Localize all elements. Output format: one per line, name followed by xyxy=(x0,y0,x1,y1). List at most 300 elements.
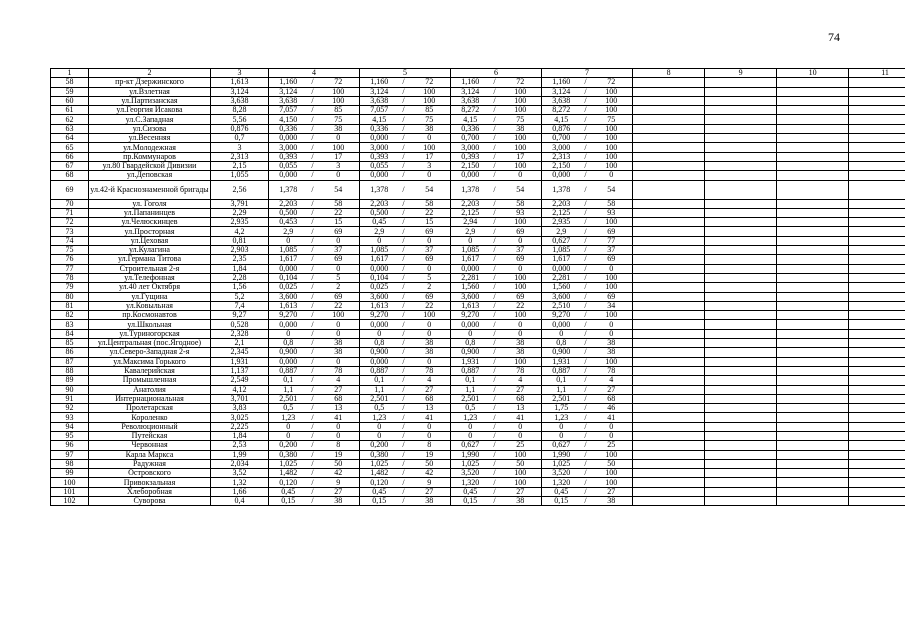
table-row xyxy=(51,329,905,338)
table-row xyxy=(51,124,905,133)
period-value: 1,560 xyxy=(451,283,490,292)
period-percent: 100 xyxy=(591,161,633,170)
separator: / xyxy=(399,180,409,199)
empty-cell xyxy=(705,441,777,450)
period-percent: 50 xyxy=(318,459,360,468)
empty-cell xyxy=(849,385,905,394)
period-value: 0 xyxy=(451,329,490,338)
empty-cell xyxy=(705,320,777,329)
period-value: 1,320 xyxy=(542,478,581,487)
empty-cell xyxy=(705,497,777,506)
period-value: 1,085 xyxy=(269,246,308,255)
empty-cell xyxy=(633,227,705,236)
period-value: 0,887 xyxy=(451,366,490,375)
period-percent: 15 xyxy=(318,218,360,227)
street-name: ул.Просторная xyxy=(89,227,211,236)
separator: / xyxy=(581,441,591,450)
period-percent: 100 xyxy=(500,311,542,320)
period-percent: 0 xyxy=(591,171,633,180)
row-number: 79 xyxy=(51,283,89,292)
table-row xyxy=(51,246,905,255)
row-number: 85 xyxy=(51,339,89,348)
period-value: 0,15 xyxy=(269,497,308,506)
empty-cell xyxy=(633,134,705,143)
empty-cell xyxy=(849,450,905,459)
period-value: 0,055 xyxy=(269,161,308,170)
empty-cell xyxy=(849,413,905,422)
period-percent: 68 xyxy=(409,394,451,403)
period-value: 1,931 xyxy=(451,357,490,366)
period-percent: 0 xyxy=(409,357,451,366)
separator: / xyxy=(581,469,591,478)
street-name: ул.Челюскинцев xyxy=(89,218,211,227)
period-value: 1,931 xyxy=(542,357,581,366)
empty-cell xyxy=(777,301,849,310)
period-value: 1,378 xyxy=(542,180,581,199)
empty-cell xyxy=(633,180,705,199)
total-length: 2,328 xyxy=(211,329,269,338)
street-name: Анатолия xyxy=(89,385,211,394)
period-value: 1,1 xyxy=(542,385,581,394)
period-value: 1,617 xyxy=(542,255,581,264)
separator: / xyxy=(399,450,409,459)
period-percent: 38 xyxy=(318,348,360,357)
column-header: 11 xyxy=(849,69,905,78)
period-percent: 13 xyxy=(409,404,451,413)
empty-cell xyxy=(705,171,777,180)
empty-cell xyxy=(705,311,777,320)
total-length: 0,7 xyxy=(211,134,269,143)
period-percent: 100 xyxy=(591,450,633,459)
period-value: 2,9 xyxy=(542,227,581,236)
period-percent: 38 xyxy=(500,348,542,357)
separator: / xyxy=(490,208,500,217)
table-row xyxy=(51,255,905,264)
empty-cell xyxy=(777,441,849,450)
period-value: 0,000 xyxy=(269,134,308,143)
period-value: 0,393 xyxy=(451,152,490,161)
separator: / xyxy=(490,422,500,431)
separator: / xyxy=(308,78,318,87)
period-value: 0,15 xyxy=(542,497,581,506)
period-percent: 69 xyxy=(409,292,451,301)
period-percent: 72 xyxy=(409,78,451,87)
table-row xyxy=(51,385,905,394)
period-value: 0,000 xyxy=(451,264,490,273)
period-value: 0,380 xyxy=(360,450,399,459)
separator: / xyxy=(308,357,318,366)
period-percent: 0 xyxy=(409,320,451,329)
empty-cell xyxy=(705,152,777,161)
empty-cell xyxy=(705,422,777,431)
separator: / xyxy=(490,283,500,292)
period-value: 1,617 xyxy=(269,255,308,264)
separator: / xyxy=(581,413,591,422)
period-percent: 8 xyxy=(318,441,360,450)
empty-cell xyxy=(705,404,777,413)
table-row xyxy=(51,469,905,478)
empty-cell xyxy=(777,264,849,273)
separator: / xyxy=(308,422,318,431)
separator: / xyxy=(490,124,500,133)
separator: / xyxy=(490,385,500,394)
total-length: 2,034 xyxy=(211,459,269,468)
period-value: 0,000 xyxy=(360,134,399,143)
column-header: 4 xyxy=(269,69,360,78)
street-name: ул. Гоголя xyxy=(89,199,211,208)
separator: / xyxy=(399,431,409,440)
total-length: 3,52 xyxy=(211,469,269,478)
period-value: 9,270 xyxy=(269,311,308,320)
separator: / xyxy=(490,180,500,199)
empty-cell xyxy=(849,320,905,329)
period-percent: 100 xyxy=(591,311,633,320)
period-percent: 69 xyxy=(591,292,633,301)
period-value: 0,1 xyxy=(269,376,308,385)
total-length: 2,225 xyxy=(211,422,269,431)
empty-cell xyxy=(705,459,777,468)
period-value: 0,8 xyxy=(360,339,399,348)
empty-cell xyxy=(705,161,777,170)
period-percent: 100 xyxy=(591,143,633,152)
empty-cell xyxy=(777,478,849,487)
header-row xyxy=(51,69,905,78)
period-value: 3,638 xyxy=(451,96,490,105)
separator: / xyxy=(490,320,500,329)
empty-cell xyxy=(849,422,905,431)
empty-cell xyxy=(633,348,705,357)
street-name: ул.80 Гвардейской Дивизии xyxy=(89,161,211,170)
total-length: 5,56 xyxy=(211,115,269,124)
period-value: 1,160 xyxy=(269,78,308,87)
period-percent: 38 xyxy=(409,348,451,357)
period-value: 0,336 xyxy=(269,124,308,133)
empty-cell xyxy=(849,134,905,143)
period-percent: 78 xyxy=(409,366,451,375)
empty-cell xyxy=(777,404,849,413)
row-number: 82 xyxy=(51,311,89,320)
separator: / xyxy=(399,134,409,143)
period-value: 0,1 xyxy=(360,376,399,385)
period-value: 0,887 xyxy=(269,366,308,375)
period-percent: 58 xyxy=(409,199,451,208)
empty-cell xyxy=(849,124,905,133)
total-length: 8,28 xyxy=(211,106,269,115)
separator: / xyxy=(490,441,500,450)
row-number: 90 xyxy=(51,385,89,394)
street-name: пр-кт Дзержинского xyxy=(89,78,211,87)
table-row xyxy=(51,218,905,227)
separator: / xyxy=(581,422,591,431)
period-percent: 38 xyxy=(409,339,451,348)
period-percent: 100 xyxy=(409,143,451,152)
total-length: 1,931 xyxy=(211,357,269,366)
separator: / xyxy=(308,450,318,459)
period-percent: 0 xyxy=(318,329,360,338)
empty-cell xyxy=(705,450,777,459)
period-value: 1,613 xyxy=(269,301,308,310)
separator: / xyxy=(308,143,318,152)
table-row xyxy=(51,320,905,329)
street-name: Пролетарская xyxy=(89,404,211,413)
empty-cell xyxy=(633,199,705,208)
empty-cell xyxy=(633,218,705,227)
empty-cell xyxy=(633,385,705,394)
separator: / xyxy=(308,134,318,143)
street-name: Интернациональная xyxy=(89,394,211,403)
period-percent: 69 xyxy=(409,227,451,236)
period-percent: 27 xyxy=(318,487,360,496)
period-percent: 27 xyxy=(591,385,633,394)
separator: / xyxy=(399,348,409,357)
total-length: 1,137 xyxy=(211,366,269,375)
empty-cell xyxy=(849,366,905,375)
empty-cell xyxy=(633,311,705,320)
period-value: 0,104 xyxy=(269,273,308,282)
period-value: 0,000 xyxy=(360,264,399,273)
period-value: 3,124 xyxy=(542,87,581,96)
period-percent: 0 xyxy=(591,320,633,329)
total-length: 3,124 xyxy=(211,87,269,96)
period-value: 0,8 xyxy=(542,339,581,348)
separator: / xyxy=(308,311,318,320)
empty-cell xyxy=(777,208,849,217)
row-number: 100 xyxy=(51,478,89,487)
empty-cell xyxy=(633,366,705,375)
period-value: 2,935 xyxy=(542,218,581,227)
separator: / xyxy=(581,78,591,87)
separator: / xyxy=(399,469,409,478)
separator: / xyxy=(581,431,591,440)
period-percent: 50 xyxy=(591,459,633,468)
empty-cell xyxy=(705,301,777,310)
separator: / xyxy=(399,161,409,170)
period-percent: 100 xyxy=(500,161,542,170)
street-name: ул.Цеховая xyxy=(89,236,211,245)
period-value: 0,876 xyxy=(542,124,581,133)
empty-cell xyxy=(633,152,705,161)
table-row xyxy=(51,283,905,292)
period-value: 3,520 xyxy=(542,469,581,478)
period-value: 0,8 xyxy=(269,339,308,348)
empty-cell xyxy=(705,394,777,403)
period-value: 3,520 xyxy=(451,469,490,478)
empty-cell xyxy=(633,441,705,450)
period-percent: 100 xyxy=(591,478,633,487)
separator: / xyxy=(581,96,591,105)
period-value: 0 xyxy=(360,236,399,245)
empty-cell xyxy=(849,329,905,338)
street-name: ул.Гущина xyxy=(89,292,211,301)
street-name: ул.Взлетная xyxy=(89,87,211,96)
separator: / xyxy=(490,339,500,348)
separator: / xyxy=(308,339,318,348)
period-value: 1,085 xyxy=(451,246,490,255)
empty-cell xyxy=(633,431,705,440)
empty-cell xyxy=(705,218,777,227)
street-name: Хлеборобная xyxy=(89,487,211,496)
empty-cell xyxy=(777,450,849,459)
period-percent: 9 xyxy=(318,478,360,487)
period-percent: 27 xyxy=(591,487,633,496)
period-percent: 0 xyxy=(409,422,451,431)
table-row xyxy=(51,227,905,236)
empty-cell xyxy=(705,413,777,422)
period-percent: 5 xyxy=(318,273,360,282)
period-value: 0,15 xyxy=(360,497,399,506)
period-percent: 17 xyxy=(500,152,542,161)
period-percent: 68 xyxy=(500,394,542,403)
period-percent: 8 xyxy=(409,441,451,450)
period-value: 0 xyxy=(360,431,399,440)
separator: / xyxy=(399,227,409,236)
separator: / xyxy=(581,180,591,199)
separator: / xyxy=(399,301,409,310)
empty-cell xyxy=(633,320,705,329)
empty-cell xyxy=(777,143,849,152)
period-value: 0,627 xyxy=(542,236,581,245)
separator: / xyxy=(308,459,318,468)
period-percent: 58 xyxy=(318,199,360,208)
period-value: 3,600 xyxy=(360,292,399,301)
empty-cell xyxy=(849,227,905,236)
separator: / xyxy=(308,487,318,496)
row-number: 72 xyxy=(51,218,89,227)
total-length: 1,32 xyxy=(211,478,269,487)
period-value: 8,272 xyxy=(542,106,581,115)
period-percent: 100 xyxy=(409,87,451,96)
table-row xyxy=(51,431,905,440)
period-percent: 50 xyxy=(500,459,542,468)
period-percent: 100 xyxy=(500,143,542,152)
period-value: 0,000 xyxy=(269,357,308,366)
empty-cell xyxy=(705,366,777,375)
period-percent: 0 xyxy=(318,171,360,180)
period-value: 3,124 xyxy=(360,87,399,96)
separator: / xyxy=(308,385,318,394)
period-value: 1,613 xyxy=(360,301,399,310)
street-name: Островского xyxy=(89,469,211,478)
period-percent: 100 xyxy=(591,106,633,115)
period-value: 0,055 xyxy=(360,161,399,170)
row-number: 70 xyxy=(51,199,89,208)
period-percent: 41 xyxy=(591,413,633,422)
total-length: 9,27 xyxy=(211,311,269,320)
period-percent: 27 xyxy=(318,385,360,394)
period-value: 1,613 xyxy=(451,301,490,310)
period-value: 7,057 xyxy=(360,106,399,115)
empty-cell xyxy=(633,255,705,264)
period-value: 0 xyxy=(451,431,490,440)
table-row xyxy=(51,366,905,375)
row-number: 83 xyxy=(51,320,89,329)
table-row xyxy=(51,497,905,506)
period-value: 0,120 xyxy=(360,478,399,487)
period-percent: 37 xyxy=(318,246,360,255)
period-percent: 58 xyxy=(500,199,542,208)
period-value: 4,15 xyxy=(451,115,490,124)
row-number: 95 xyxy=(51,431,89,440)
period-percent: 69 xyxy=(318,255,360,264)
period-value: 1,025 xyxy=(269,459,308,468)
separator: / xyxy=(399,311,409,320)
period-percent: 0 xyxy=(409,264,451,273)
period-percent: 13 xyxy=(500,404,542,413)
period-value: 0,15 xyxy=(451,497,490,506)
empty-cell xyxy=(777,385,849,394)
period-value: 0,000 xyxy=(451,171,490,180)
total-length: 3,83 xyxy=(211,404,269,413)
period-value: 1,1 xyxy=(360,385,399,394)
separator: / xyxy=(490,143,500,152)
period-percent: 100 xyxy=(500,469,542,478)
table-row xyxy=(51,292,905,301)
period-percent: 72 xyxy=(500,78,542,87)
period-percent: 42 xyxy=(409,469,451,478)
empty-cell xyxy=(633,208,705,217)
period-value: 3,600 xyxy=(269,292,308,301)
period-value: 3,124 xyxy=(451,87,490,96)
separator: / xyxy=(308,264,318,273)
table-row xyxy=(51,87,905,96)
empty-cell xyxy=(633,292,705,301)
period-percent: 38 xyxy=(318,124,360,133)
data-table xyxy=(50,68,905,506)
period-percent: 100 xyxy=(591,357,633,366)
empty-cell xyxy=(849,404,905,413)
empty-cell xyxy=(777,413,849,422)
row-number: 77 xyxy=(51,264,89,273)
period-percent: 0 xyxy=(591,422,633,431)
separator: / xyxy=(399,246,409,255)
empty-cell xyxy=(849,487,905,496)
empty-cell xyxy=(633,246,705,255)
empty-cell xyxy=(777,171,849,180)
period-percent: 38 xyxy=(500,339,542,348)
period-percent: 15 xyxy=(409,218,451,227)
period-percent: 100 xyxy=(318,87,360,96)
table-row xyxy=(51,208,905,217)
period-value: 0 xyxy=(269,431,308,440)
period-value: 2,203 xyxy=(269,199,308,208)
separator: / xyxy=(308,161,318,170)
period-percent: 38 xyxy=(500,124,542,133)
total-length: 1,66 xyxy=(211,487,269,496)
separator: / xyxy=(399,273,409,282)
period-percent: 72 xyxy=(591,78,633,87)
period-percent: 69 xyxy=(500,255,542,264)
period-value: 0,000 xyxy=(542,171,581,180)
street-name: ул.42-й Краснознаменной бригады xyxy=(89,180,211,199)
separator: / xyxy=(399,255,409,264)
period-percent: 78 xyxy=(318,366,360,375)
separator: / xyxy=(581,348,591,357)
row-number: 92 xyxy=(51,404,89,413)
street-name: Промышленная xyxy=(89,376,211,385)
row-number: 71 xyxy=(51,208,89,217)
separator: / xyxy=(308,124,318,133)
separator: / xyxy=(581,366,591,375)
row-number: 75 xyxy=(51,246,89,255)
separator: / xyxy=(581,311,591,320)
table-row xyxy=(51,413,905,422)
period-value: 7,057 xyxy=(269,106,308,115)
row-number: 64 xyxy=(51,134,89,143)
column-header: 8 xyxy=(633,69,705,78)
total-length: 7,4 xyxy=(211,301,269,310)
period-value: 9,270 xyxy=(360,311,399,320)
period-percent: 100 xyxy=(591,469,633,478)
